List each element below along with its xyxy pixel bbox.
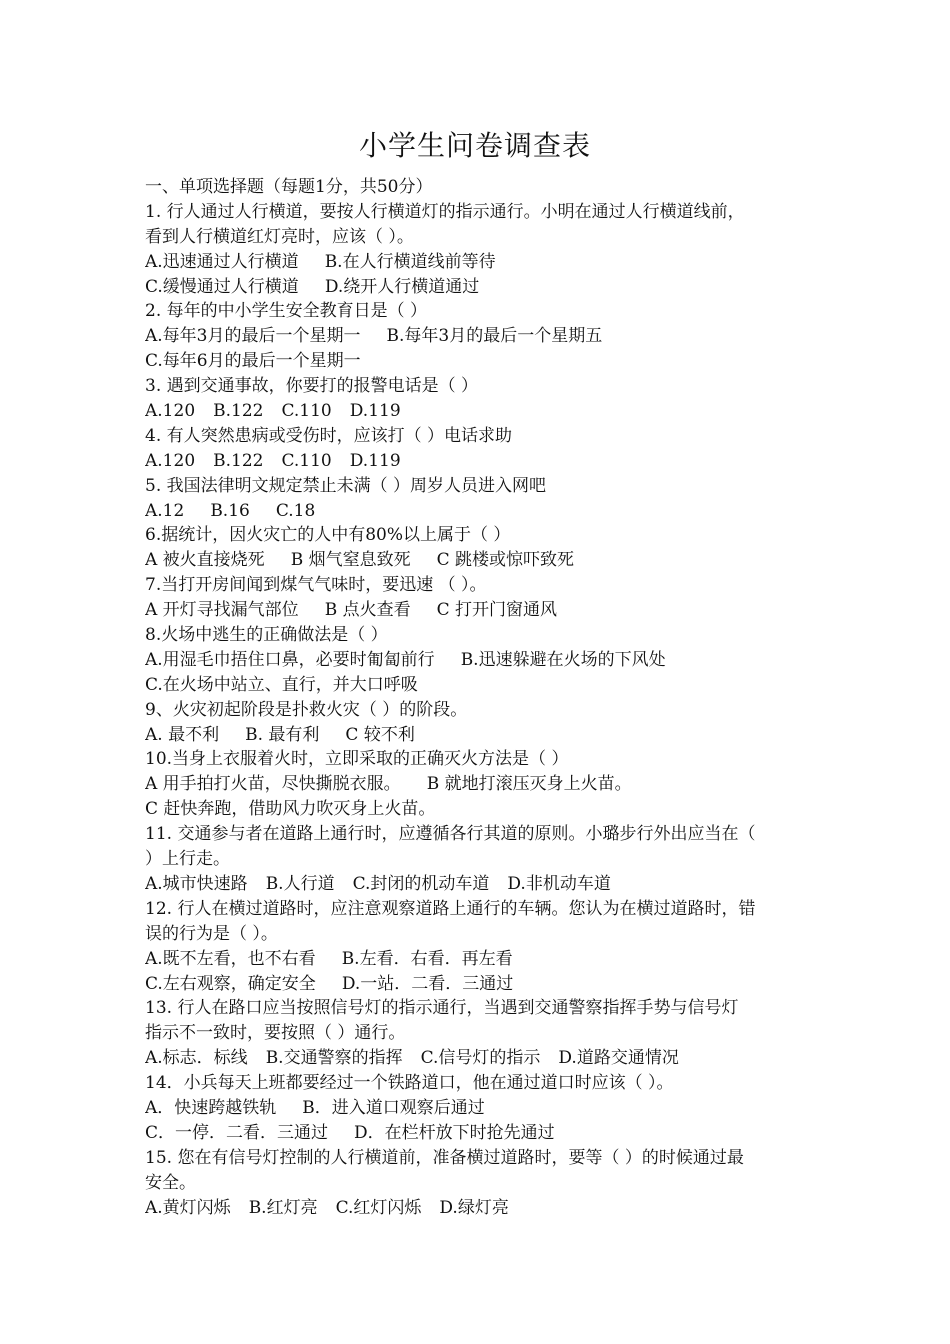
answer-option: A 用手拍打火苗，尽快撕脱衣服。 xyxy=(145,774,401,795)
answer-option: D.非机动车道 xyxy=(507,873,611,894)
option-row xyxy=(145,250,810,275)
page-title: 小学生问卷调查表 xyxy=(358,129,591,162)
option-row xyxy=(145,324,810,349)
question-stem: 指示不一致时，要按照（ ）通行。 xyxy=(145,1023,406,1044)
answer-option: B.人行道 xyxy=(265,873,335,894)
question-item xyxy=(145,623,810,698)
option-row xyxy=(145,598,810,623)
question-stem: 10.当身上衣服着火时，立即采取的正确灭火方法是（ ） xyxy=(145,749,569,770)
answer-option: B 点火查看 xyxy=(324,600,411,621)
option-row xyxy=(145,797,810,822)
option-row xyxy=(145,349,810,374)
answer-option: C.110 xyxy=(281,401,332,422)
answer-option: B.在人行横道线前等待 xyxy=(324,251,496,272)
answer-option: C.左右观察，确定安全 xyxy=(145,973,316,994)
question-item xyxy=(145,996,810,1071)
question-stem: 3. 遇到交通事故，你要打的报警电话是（ ） xyxy=(145,376,479,397)
question-stem: 看到人行横道红灯亮时，应该（ ）。 xyxy=(145,226,414,247)
option-row xyxy=(145,1121,810,1146)
answer-option: A．快速跨越铁轨 xyxy=(145,1097,277,1118)
answer-option: A.既不左看，也不右看 xyxy=(145,948,316,969)
answer-option: B 就地打滚压灭身上火苗。 xyxy=(426,774,632,795)
answer-option: D.绿灯亮 xyxy=(439,1197,509,1218)
question-stem: 5. 我国法律明文规定禁止未满（ ）周岁人员进入网吧 xyxy=(145,475,547,496)
answer-option: C 跳楼或惊吓致死 xyxy=(436,550,575,571)
option-row xyxy=(145,872,810,897)
answer-option: B．进入道口观察后通过 xyxy=(302,1097,485,1118)
question-stem: 2. 每年的中小学生安全教育日是（ ） xyxy=(145,301,428,322)
question-stem: 安全。 xyxy=(145,1172,196,1193)
option-row xyxy=(145,399,810,424)
answer-option: A.城市快速路 xyxy=(145,873,248,894)
answer-option: B.122 xyxy=(213,401,264,422)
answer-option: C．一停．二看．三通过 xyxy=(145,1122,329,1143)
answer-option: D.119 xyxy=(349,401,401,422)
option-row xyxy=(145,673,810,698)
question-stem: 8.火场中逃生的正确做法是（ ） xyxy=(145,625,388,646)
answer-option: A 被火直接烧死 xyxy=(145,550,265,571)
question-item xyxy=(145,573,810,623)
option-row xyxy=(145,1196,810,1221)
question-list xyxy=(145,175,810,1220)
answer-option: D．在栏杆放下时抢先通过 xyxy=(354,1122,555,1143)
answer-option: C 赶快奔跑，借助风力吹灭身上火苗。 xyxy=(145,799,436,820)
option-row xyxy=(145,275,810,300)
question-item xyxy=(145,200,810,300)
answer-option: A.标志．标线 xyxy=(145,1048,248,1069)
answer-option: C.封闭的机动车道 xyxy=(352,873,490,894)
option-row xyxy=(145,499,810,524)
question-stem: 11. 交通参与者在道路上通行时，应遵循各行其道的原则。小璐步行外出应当在（ xyxy=(145,824,756,845)
answer-option: A.120 xyxy=(145,401,196,422)
answer-option: B.16 xyxy=(210,500,250,521)
answer-option: D.一站．二看．三通过 xyxy=(341,973,514,994)
answer-option: B.左看．右看．再左看 xyxy=(341,948,513,969)
question-stem: 9、火灾初起阶段是扑救火灾（ ）的阶段。 xyxy=(145,699,468,720)
option-row xyxy=(145,548,810,573)
question-stem: 1. 行人通过人行横道，要按人行横道灯的指示通行。小明在通过人行横道线前， xyxy=(145,201,745,222)
option-row xyxy=(145,947,810,972)
question-stem: 6.据统计，因火灾亡的人中有80%以上属于（ ） xyxy=(145,525,511,546)
answer-option: B 烟气窒息致死 xyxy=(290,550,411,571)
section-heading: 一、单项选择题（每题1分，共50分） xyxy=(145,177,433,197)
answer-option: A.120 xyxy=(145,450,196,471)
option-row xyxy=(145,772,810,797)
option-row xyxy=(145,648,810,673)
question-stem: 14．小兵每天上班都要经过一个铁路道口，他在通过道口时应该（ ）。 xyxy=(145,1073,674,1094)
question-item xyxy=(145,299,810,374)
question-stem: ）上行走。 xyxy=(145,849,230,870)
answer-option: A 开灯寻找漏气部位 xyxy=(145,600,299,621)
option-row xyxy=(145,449,810,474)
answer-option: C 打开门窗通风 xyxy=(436,600,558,621)
option-row xyxy=(145,723,810,748)
answer-option: A.每年3月的最后一个星期一 xyxy=(145,326,361,347)
question-item xyxy=(145,523,810,573)
answer-option: B. 最有利 xyxy=(245,724,320,745)
question-stem: 误的行为是（ ）。 xyxy=(145,923,278,944)
answer-option: D.119 xyxy=(349,450,401,471)
question-item xyxy=(145,374,810,424)
answer-option: A.迅速通过人行横道 xyxy=(145,251,299,272)
answer-option: C.110 xyxy=(281,450,332,471)
answer-option: A. 最不利 xyxy=(145,724,220,745)
answer-option: B.每年3月的最后一个星期五 xyxy=(386,326,603,347)
question-item xyxy=(145,822,810,897)
question-item xyxy=(145,897,810,997)
answer-option: B.红灯亮 xyxy=(248,1197,318,1218)
question-stem: 12. 行人在横过道路时，应注意观察道路上通行的车辆。您认为在横过道路时，错 xyxy=(145,898,756,919)
answer-option: A.用湿毛巾捂住口鼻，必要时匍匐前行 xyxy=(145,649,435,670)
question-stem: 4. 有人突然患病或受伤时，应该打（ ）电话求助 xyxy=(145,425,513,446)
question-stem: 13. 行人在路口应当按照信号灯的指示通行，当遇到交通警察指挥手势与信号灯 xyxy=(145,998,739,1019)
question-stem: 15. 您在有信号灯控制的人行横道前，准备横过道路时，要等（ ）的时候通过最 xyxy=(145,1147,744,1168)
answer-option: C.缓慢通过人行横道 xyxy=(145,276,299,297)
question-item xyxy=(145,698,810,748)
answer-option: D.道路交通情况 xyxy=(558,1048,679,1069)
question-item xyxy=(145,747,810,822)
answer-option: C.18 xyxy=(275,500,316,521)
option-row xyxy=(145,972,810,997)
answer-option: C.红灯闪烁 xyxy=(335,1197,422,1218)
answer-option: B.122 xyxy=(213,450,264,471)
question-item xyxy=(145,474,810,524)
question-item xyxy=(145,1146,810,1221)
question-stem: 7.当打开房间闻到煤气气味时，要迅速 （ ）。 xyxy=(145,575,487,596)
answer-option: B.交通警察的指挥 xyxy=(265,1048,403,1069)
answer-option: A.12 xyxy=(145,500,185,521)
answer-option: C.信号灯的指示 xyxy=(420,1048,541,1069)
answer-option: C 较不利 xyxy=(345,724,415,745)
answer-option: D.绕开人行横道通过 xyxy=(324,276,480,297)
question-item xyxy=(145,424,810,474)
answer-option: C.每年6月的最后一个星期一 xyxy=(145,351,361,372)
answer-option: A.黄灯闪烁 xyxy=(145,1197,231,1218)
option-row xyxy=(145,1096,810,1121)
question-item xyxy=(145,1071,810,1146)
answer-option: B.迅速躲避在火场的下风处 xyxy=(460,649,666,670)
answer-option: C.在火场中站立、直行，并大口呼吸 xyxy=(145,674,418,695)
option-row xyxy=(145,1046,810,1071)
